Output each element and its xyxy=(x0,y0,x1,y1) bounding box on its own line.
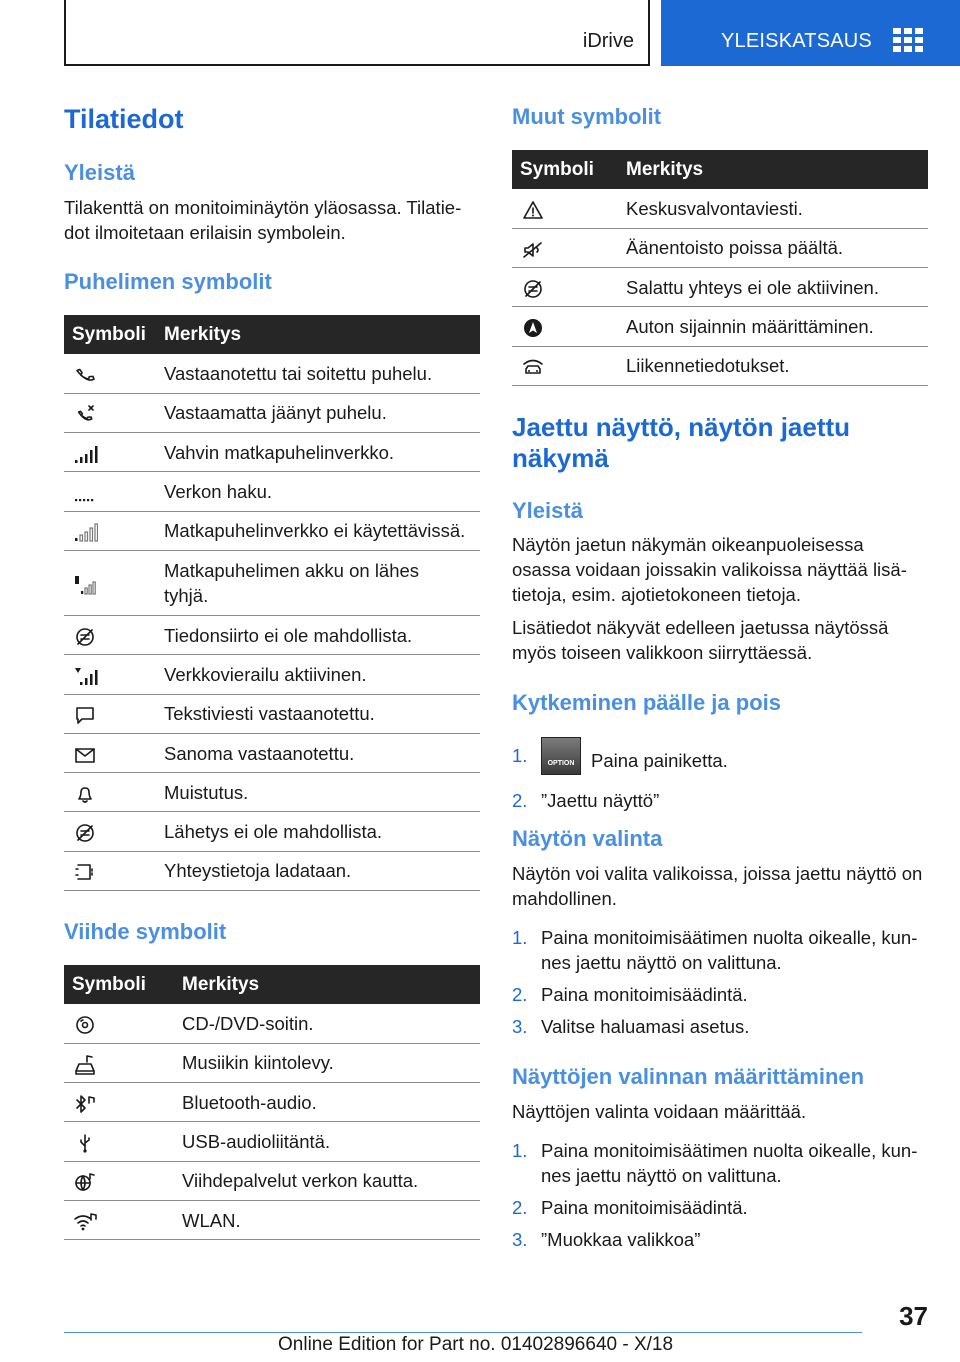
table-row xyxy=(64,655,480,694)
meaning-cell: Yhteystietoja ladataan. xyxy=(156,851,480,890)
meaning-cell: Sanoma vastaanotettu. xyxy=(156,733,480,772)
symbol-cell xyxy=(64,472,156,511)
col-meaning: Merkitys xyxy=(156,315,480,354)
split-general-text-1: Näytön jaetun näkymän oikeanpuoleisessa osassa voidaan joissakin valikoissa näyttää lisä- tietoja, esim. ajotietokoneen tietoja. xyxy=(512,534,907,605)
table-row xyxy=(512,346,928,385)
meaning-cell: WLAN. xyxy=(174,1200,480,1239)
footer-divider xyxy=(64,1332,862,1333)
online-entertainment-icon xyxy=(72,1171,98,1193)
col-symbol: Symboli xyxy=(512,150,618,189)
symbol-cell xyxy=(64,812,156,851)
meaning-cell: Vastaamatta jäänyt puhelu. xyxy=(156,393,480,432)
table-row xyxy=(64,615,480,654)
symbol-cell xyxy=(64,1043,174,1082)
table-row xyxy=(64,1161,480,1200)
meaning-cell: CD-/DVD-soitin. xyxy=(174,1004,480,1043)
entertainment-symbols-heading: Viihde symbolit xyxy=(64,919,227,944)
list-item: 3. Valitse haluamasi asetus. xyxy=(512,1016,750,1037)
select-steps xyxy=(512,925,932,1046)
footer-edition: Online Edition for Part no. 01402896640 - X/18 xyxy=(278,1334,674,1355)
meaning-cell: Musiikin kiintolevy. xyxy=(174,1043,480,1082)
table-row xyxy=(64,354,480,393)
table-row xyxy=(64,1043,480,1082)
section-tab xyxy=(64,0,650,66)
meaning-cell: Verkkovierailu aktiivinen. xyxy=(156,655,480,694)
symbol-cell xyxy=(64,1004,174,1043)
col-symbol: Symboli xyxy=(64,315,156,354)
list-item: 1. Paina monitoimisäätimen nuolta oikealle, kun- nes jaettu näyttö on valittuna. xyxy=(512,1140,918,1186)
symbol-cell xyxy=(64,511,156,550)
symbol-cell xyxy=(64,393,156,432)
missed-call-icon xyxy=(72,404,98,426)
meaning-cell: USB-audioliitäntä. xyxy=(174,1122,480,1161)
list-item: 1. Paina monitoimisäätimen nuolta oikealle, kun- nes jaettu näyttö on valittuna. xyxy=(512,927,918,973)
symbol-cell xyxy=(512,189,618,228)
meaning-cell: Verkon haku. xyxy=(156,472,480,511)
symbol-cell xyxy=(512,307,618,346)
traffic-info-icon xyxy=(520,356,546,378)
list-item: 3. ”Muokkaa valikkoa” xyxy=(512,1229,701,1250)
table-row xyxy=(64,393,480,432)
table-row xyxy=(512,228,928,267)
table-row xyxy=(64,1004,480,1043)
list-item: 2. ”Jaettu näyttö” xyxy=(512,790,660,811)
meaning-cell: Muistutus. xyxy=(156,773,480,812)
table-row xyxy=(64,1122,480,1161)
table-row xyxy=(512,189,928,228)
symbol-cell xyxy=(64,550,156,615)
signal-strong-icon xyxy=(72,443,98,465)
select-text: Näytön voi valita valikoissa, joissa jaettu näyttö on mahdollinen. xyxy=(512,863,923,909)
meaning-cell: Vahvin matkapuhelinverkko. xyxy=(156,433,480,472)
bluetooth-audio-icon xyxy=(72,1093,98,1115)
wlan-icon xyxy=(72,1211,98,1233)
table-row xyxy=(64,550,480,615)
symbol-cell xyxy=(64,694,156,733)
symbol-cell xyxy=(512,228,618,267)
table-row xyxy=(64,433,480,472)
table-row xyxy=(64,733,480,772)
page-header xyxy=(0,0,960,66)
mail-icon xyxy=(72,744,98,766)
define-heading: Näyttöjen valinnan määrittäminen xyxy=(512,1064,865,1089)
meaning-cell: Keskusvalvontaviesti. xyxy=(618,189,928,228)
meaning-cell: Salattu yhteys ei ole aktiivinen. xyxy=(618,268,928,307)
meaning-cell: Tiedonsiirto ei ole mahdollista. xyxy=(156,615,480,654)
general-heading: Yleistä xyxy=(64,160,135,185)
section-label: iDrive xyxy=(582,30,634,52)
table-row xyxy=(64,472,480,511)
meaning-cell: Matkapuhelimen akku on lähes tyhjä. xyxy=(156,550,480,615)
table-row xyxy=(64,1200,480,1239)
list-item: 2. Paina monitoimisäädintä. xyxy=(512,1197,748,1218)
symbol-cell xyxy=(64,433,156,472)
select-heading: Näytön valinta xyxy=(512,826,663,851)
symbol-cell xyxy=(512,268,618,307)
general-text: Tilakenttä on monitoiminäytön yläosassa. Tilatie- dot ilmoitetaan erilaisin symbolein. xyxy=(64,197,462,243)
split-screen-title: Jaettu näyttö, näytön jaettu näkymä xyxy=(512,412,851,473)
signal-unavailable-icon xyxy=(72,521,98,543)
onoff-steps xyxy=(512,743,932,820)
hdd-icon xyxy=(72,1054,98,1076)
meaning-cell: Bluetooth-audio. xyxy=(174,1083,480,1122)
meaning-cell: Lähetys ei ole mahdollista. xyxy=(156,812,480,851)
split-general-heading: Yleistä xyxy=(512,498,583,523)
meaning-cell: Matkapuhelinverkko ei käytettävissä. xyxy=(156,511,480,550)
usb-icon xyxy=(72,1132,98,1154)
chapter-tab xyxy=(661,0,960,66)
sms-icon xyxy=(72,704,98,726)
symbol-cell xyxy=(64,1161,174,1200)
roaming-icon xyxy=(72,665,98,687)
symbol-cell xyxy=(512,346,618,385)
symbol-cell xyxy=(64,773,156,812)
contacts-loading-icon xyxy=(72,861,98,883)
meaning-cell: Tekstiviesti vastaanotettu. xyxy=(156,694,480,733)
table-row xyxy=(64,773,480,812)
col-symbol: Symboli xyxy=(64,965,174,1004)
warning-icon xyxy=(520,199,546,221)
meaning-cell: Vastaanotettu tai soitettu puhelu. xyxy=(156,354,480,393)
no-secure-connection-icon xyxy=(520,278,546,300)
table-row xyxy=(512,268,928,307)
mute-icon xyxy=(520,239,546,261)
bell-icon xyxy=(72,783,98,805)
list-item: 1. OPTION Paina painiketta. xyxy=(512,743,932,781)
table-row xyxy=(64,851,480,890)
onoff-heading: Kytkeminen päälle ja pois xyxy=(512,690,781,715)
entertainment-symbols-table xyxy=(64,965,480,1240)
meaning-cell: Auton sijainnin määrittäminen. xyxy=(618,307,928,346)
symbol-cell xyxy=(64,1083,174,1122)
symbol-cell xyxy=(64,354,156,393)
table-row xyxy=(64,694,480,733)
define-steps xyxy=(512,1138,932,1259)
location-icon xyxy=(520,317,546,339)
option-button: OPTION xyxy=(541,737,581,775)
phone-symbols-heading: Puhelimen symbolit xyxy=(64,269,272,294)
battery-low-icon xyxy=(72,574,98,596)
split-general-text-2: Lisätiedot näkyvät edelleen jaetussa näytössä myös toiseen valikkoon siirryttäessä. xyxy=(512,617,889,663)
list-item: 2. Paina monitoimisäädintä. xyxy=(512,984,748,1005)
table-row xyxy=(64,511,480,550)
network-search-icon xyxy=(72,482,98,504)
table-row xyxy=(64,812,480,851)
col-meaning: Merkitys xyxy=(618,150,928,189)
table-row xyxy=(512,307,928,346)
meaning-cell: Äänentoisto poissa päältä. xyxy=(618,228,928,267)
phone-symbols-table xyxy=(64,315,480,891)
other-symbols-heading: Muut symbolit xyxy=(512,104,662,129)
page-title: Tilatiedot xyxy=(64,104,184,134)
other-symbols-table xyxy=(512,150,928,386)
symbol-cell xyxy=(64,615,156,654)
symbol-cell xyxy=(64,733,156,772)
meaning-cell: Viihdepalvelut verkon kautta. xyxy=(174,1161,480,1200)
grid-icon xyxy=(893,28,923,54)
symbol-cell xyxy=(64,1122,174,1161)
symbol-cell xyxy=(64,1200,174,1239)
page-number: 37 xyxy=(899,1301,928,1331)
cd-icon xyxy=(72,1014,98,1036)
symbol-cell xyxy=(64,655,156,694)
no-data-icon xyxy=(72,626,98,648)
phone-icon xyxy=(72,364,98,386)
define-text: Näyttöjen valinta voidaan määrittää. xyxy=(512,1101,807,1122)
meaning-cell: Liikennetiedotukset. xyxy=(618,346,928,385)
symbol-cell xyxy=(64,851,156,890)
chapter-label: YLEISKATSAUS xyxy=(721,30,872,52)
table-row xyxy=(64,1083,480,1122)
col-meaning: Merkitys xyxy=(174,965,480,1004)
no-transmit-icon xyxy=(72,822,98,844)
